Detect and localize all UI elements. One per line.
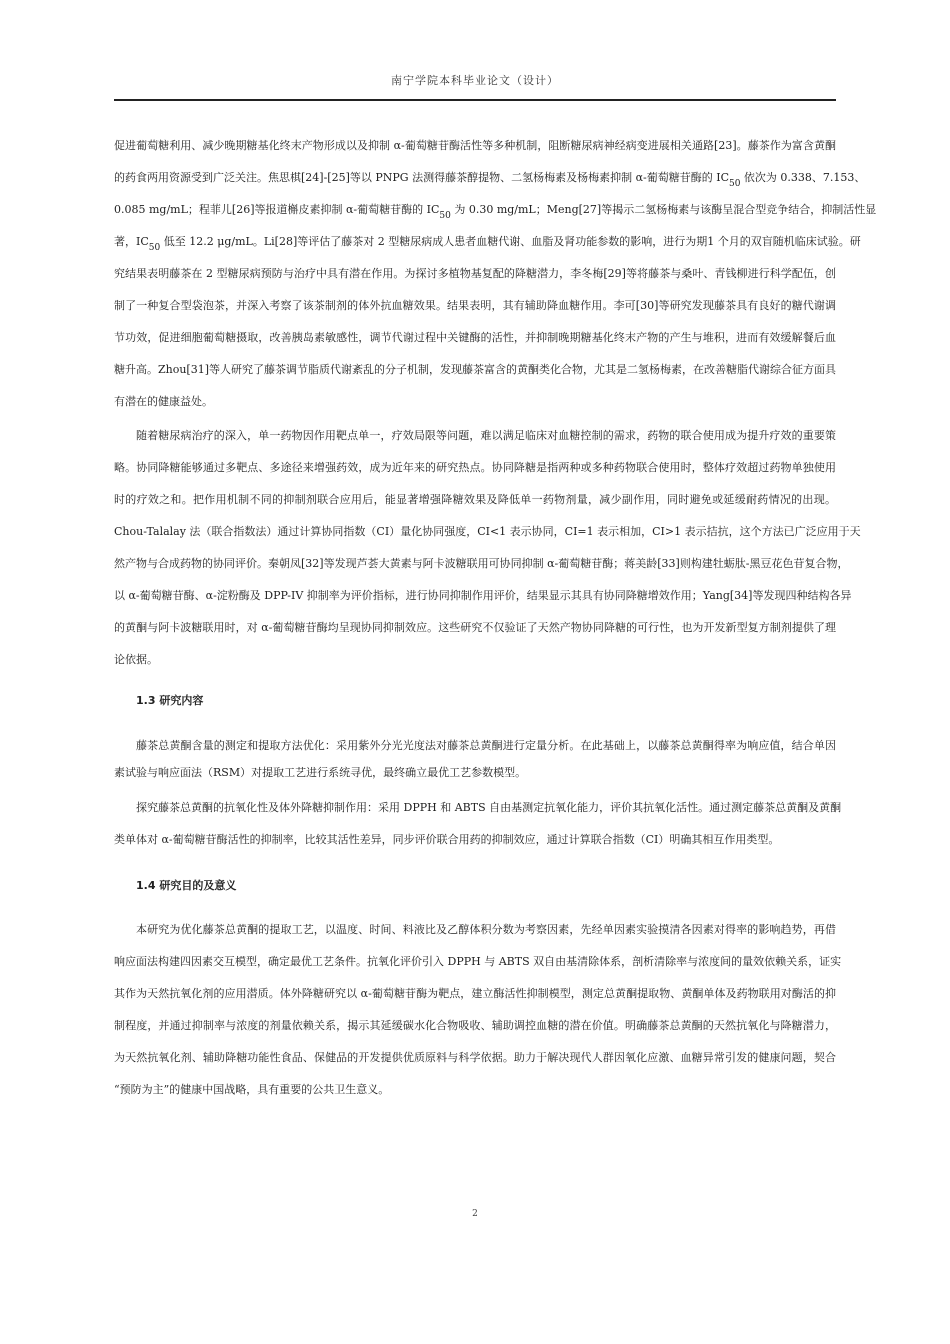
text-line: 的药食两用资源受到广泛关注。焦思棋[24]-[25]等以 PNPG 法测得藤茶醇提物、二氢杨梅素及杨梅素抑制 α-葡萄糖苷酶的 $IC_{50}$ 依次为 0.338、7.153、	[114, 171, 866, 189]
subscript: 50	[148, 243, 161, 253]
text-line: 的黄酮与阿卡波糖联用时，对 α-葡萄糖苷酶均呈现协同抑制效应。这些研究不仅验证了天然产物协同降糖的可行性，也为开发新型复方制剂提供了理	[114, 621, 836, 634]
text-line: 0.085 mg/mL；程菲儿[26]等报道槲皮素抑制 α-葡萄糖苷酶的 $IC_{50}$ 为 0.30 mg/mL；Meng[27]等揭示二氢杨梅素与该酶呈混合型竞争结合，抑制活性显	[114, 203, 877, 221]
running-header: 南宁学院本科毕业论文（设计）	[391, 74, 559, 87]
page-number: 2	[472, 1209, 478, 1219]
text-line: 制了一种复合型袋泡茶，并深入考察了该茶制剂的体外抗血糖效果。结果表明，其有辅助降血糖作用。李可[30]等研究发现藤茶具有良好的糖代谢调	[114, 299, 836, 312]
text-line: 论依据。	[114, 653, 158, 666]
text-line: 为天然抗氧化剂、辅助降糖功能性食品、保健品的开发提供优质原料与科学依据。助力于解决现代人群因氧化应激、血糖异常引发的健康问题，契合	[114, 1051, 836, 1064]
text-line: Chou-Talalay 法（联合指数法）通过计算协同指数（CI）量化协同强度，CI<1 表示协同，CI=1 表示相加，CI>1 表示拮抗，这个方法已广泛应用于天	[114, 525, 861, 538]
paragraph-2	[114, 424, 861, 680]
paragraph-1	[114, 134, 877, 422]
section-heading-1-3: 1.3 研究内容	[136, 694, 204, 707]
subscript: 50	[439, 211, 451, 221]
text-line: 响应面法构建四因素交互模型，确定最优工艺条件。抗氧化评价引入 DPPH 与 ABTS 双自由基清除体系，剖析清除率与浓度间的量效依赖关系，证实	[114, 955, 842, 968]
text-line: 时的疗效之和。把作用机制不同的抑制剂联合应用后，能显著增强降糖效果及降低单一药物剂量，减少副作用，同时避免或延缓耐药情况的出现。	[114, 493, 836, 506]
text-line: “预防为主”的健康中国战略，具有重要的公共卫生意义。	[114, 1083, 390, 1096]
text-line: 以 α-葡萄糖苷酶、α-淀粉酶及 DPP-IV 抑制率为评价指标，进行协同抑制作用评价，结果显示其具有协同降糖增效作用；Yang[34]等发现四种结构各异	[114, 589, 852, 602]
text-line: 本研究为优化藤茶总黄酮的提取工艺，以温度、时间、料液比及乙醇体积分数为考察因素，先经单因素实验摸清各因素对得率的影响趋势，再借	[136, 923, 836, 936]
text-line: 著，$IC_{50}$ 低至 12.2 μg/mL。Li[28]等评估了藤茶对 2 型糖尿病成人患者血糖代谢、血脂及肾功能参数的影响，进行为期1 个月的双盲随机临床试验。研	[114, 235, 861, 253]
paragraph-5	[114, 918, 842, 1110]
paragraph-3	[114, 734, 836, 788]
text-line: 节功效，促进细胞葡萄糖摄取，改善胰岛素敏感性，调节代谢过程中关键酶的活性，并抑制晚期糖基化终末产物的产生与堆积，进而有效缓解餐后血	[114, 331, 836, 344]
text-line: 随着糖尿病治疗的深入，单一药物因作用靶点单一，疗效局限等问题，难以满足临床对血糖控制的需求，药物的联合使用成为提升疗效的重要策	[136, 429, 836, 442]
text-line: 藤茶总黄酮含量的测定和提取方法优化：采用紫外分光光度法对藤茶总黄酮进行定量分析。在此基础上，以藤茶总黄酮得率为响应值，结合单因	[136, 739, 836, 752]
text-line: 类单体对 α-葡萄糖苷酶活性的抑制率，比较其活性差异，同步评价联合用药的抑制效应，通过计算联合指数（CI）明确其相互作用类型。	[114, 833, 780, 846]
section-heading-1-4: 1.4 研究目的及意义	[136, 879, 237, 892]
subscript: 50	[728, 179, 741, 189]
header-rule	[114, 99, 836, 101]
paragraph-4	[114, 796, 842, 860]
text-line: 探究藤茶总黄酮的抗氧化性及体外降糖抑制作用：采用 DPPH 和 ABTS 自由基测定抗氧化能力，评价其抗氧化活性。通过测定藤茶总黄酮及黄酮	[136, 801, 842, 814]
text-line: 有潜在的健康益处。	[114, 395, 213, 408]
text-line: 略。协同降糖能够通过多靶点、多途径来增强药效，成为近年来的研究热点。协同降糖是指两种或多种药物联合使用时，整体疗效超过药物单独使用	[114, 461, 836, 474]
text-line: 糖升高。Zhou[31]等人研究了藤茶调节脂质代谢紊乱的分子机制，发现藤茶富含的黄酮类化合物，尤其是二氢杨梅素，在改善糖脂代谢综合征方面具	[114, 363, 837, 376]
text-line: 其作为天然抗氧化剂的应用潜质。体外降糖研究以 α-葡萄糖苷酶为靶点，建立酶活性抑制模型，测定总黄酮提取物、黄酮单体及药物联用对酶活的抑	[114, 987, 836, 1000]
text-line: 素试验与响应面法（RSM）对提取工艺进行系统寻优，最终确立最优工艺参数模型。	[114, 766, 527, 779]
text-line: 然产物与合成药物的协同评价。秦朝凤[32]等发现芦荟大黄素与阿卡波糖联用可协同抑制 α-葡萄糖苷酶；蒋美龄[33]则构建牡蛎肽-黑豆花色苷复合物，	[114, 557, 849, 570]
text-line: 究结果表明藤茶在 2 型糖尿病预防与治疗中具有潜在作用。为探讨多植物基复配的降糖潜力，李冬梅[29]等将藤茶与桑叶、青钱柳进行科学配伍，创	[114, 267, 836, 280]
text-line: 制程度，并通过抑制率与浓度的剂量依赖关系，揭示其延缓碳水化合物吸收、辅助调控血糖的潜在价值。明确藤茶总黄酮的天然抗氧化与降糖潜力，	[114, 1019, 836, 1032]
text-line: 促进葡萄糖利用、减少晚期糖基化终末产物形成以及抑制 α-葡萄糖苷酶活性等多种机制，阻断糖尿病神经病变进展相关通路[23]。藤茶作为富含黄酮	[114, 139, 836, 152]
